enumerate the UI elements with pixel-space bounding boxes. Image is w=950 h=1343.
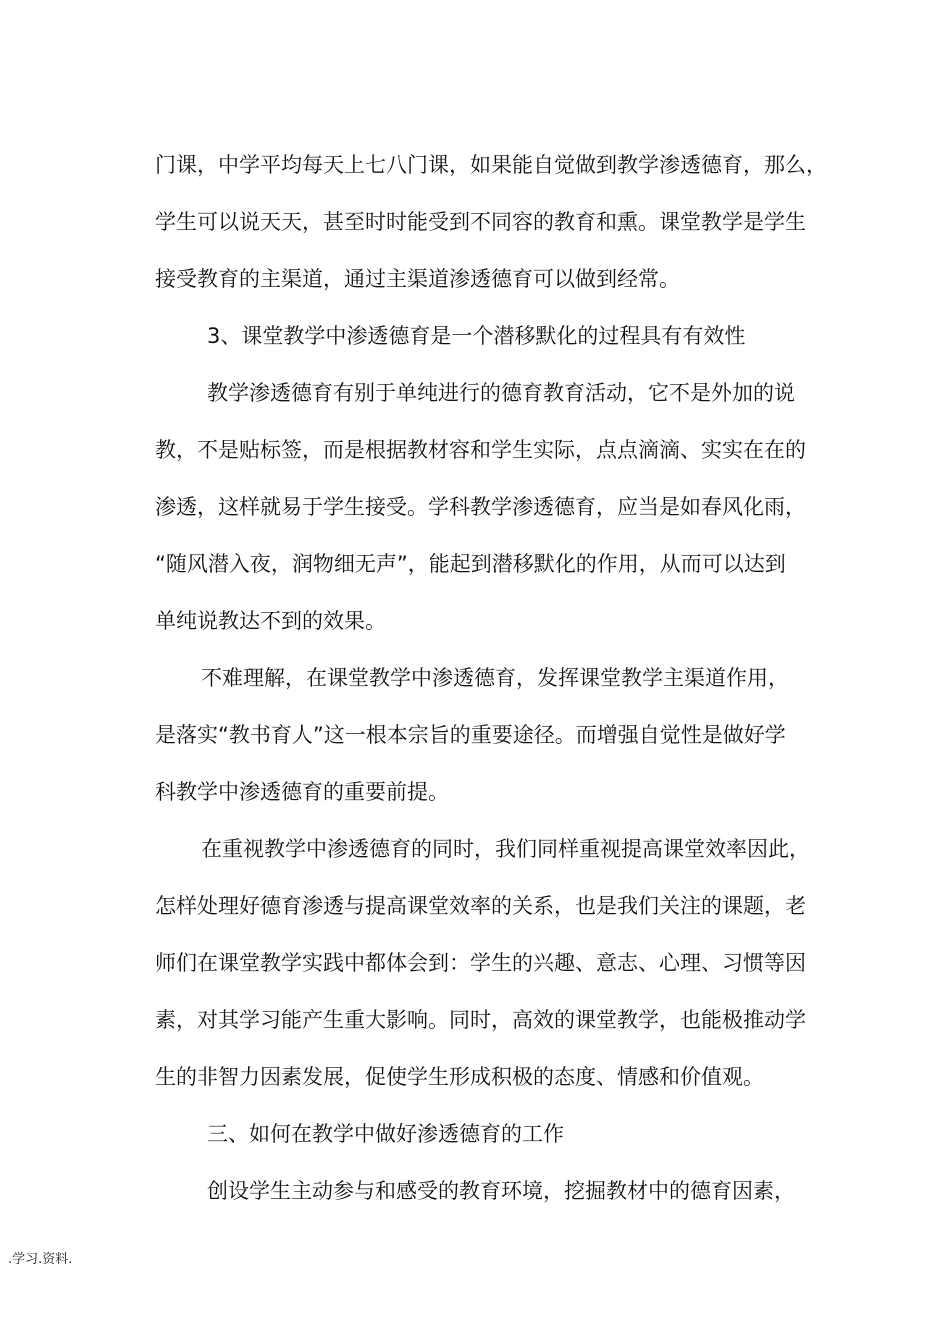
text-line: 师们在课堂教学实践中都体会到：学生的兴趣、意志、心理、习惯等因 [155, 951, 806, 975]
text-line: 单纯说教达不到的效果。 [155, 609, 386, 633]
paragraph-start: 创设学生主动参与和感受的教育环境，挖掘教材中的德育因素， [207, 1179, 795, 1203]
paragraph-start: 在重视教学中渗透德育的同时，我们同样重视提高课堂效率因此， [201, 837, 810, 861]
paragraph-start: 不难理解，在课堂教学中渗透德育，发挥课堂教学主渠道作用， [201, 666, 789, 690]
text-line: 怎样处理好德育渗透与提高课堂效率的关系，也是我们关注的课题，老 [155, 894, 806, 918]
text-line: 接受教育的主渠道，通过主渠道渗透德育可以做到经常。 [155, 267, 680, 291]
text-line: 教，不是贴标签，而是根据教材容和学生实际，点点滴滴、实实在在的 [155, 438, 806, 462]
section-heading: 3、课堂教学中渗透德育是一个潜移默化的过程具有有效性 [207, 324, 746, 348]
text-line: 生的非智力因素发展，促使学生形成积极的态度、情感和价值观。 [155, 1065, 764, 1089]
text-line: 门课，中学平均每天上七八门课，如果能自觉做到教学渗透德育，那么， [155, 153, 827, 177]
text-line: 学生可以说天天，甚至时时能受到不同容的教育和熏。课堂教学是学生 [155, 210, 806, 234]
text-line: 科教学中渗透德育的重要前提。 [155, 780, 449, 804]
paragraph-start: 教学渗透德育有别于单纯进行的德育教育活动，它不是外加的说 [207, 381, 795, 405]
page-footer: .学习.资料. [8, 1252, 73, 1267]
text-line: 是落实“教书育人”这一根本宗旨的重要途径。而增强自觉性是做好学 [155, 723, 786, 747]
text-line: 素，对其学习能产生重大影响。同时，高效的课堂教学，也能极推动学 [155, 1008, 806, 1032]
text-line: 渗透，这样就易于学生接受。学科教学渗透德育，应当是如春风化雨， [155, 495, 806, 519]
section-heading: 三、如何在教学中做好渗透德育的工作 [207, 1122, 564, 1146]
text-line: “随风潜入夜，润物细无声”，能起到潜移默化的作用，从而可以达到 [155, 552, 786, 576]
